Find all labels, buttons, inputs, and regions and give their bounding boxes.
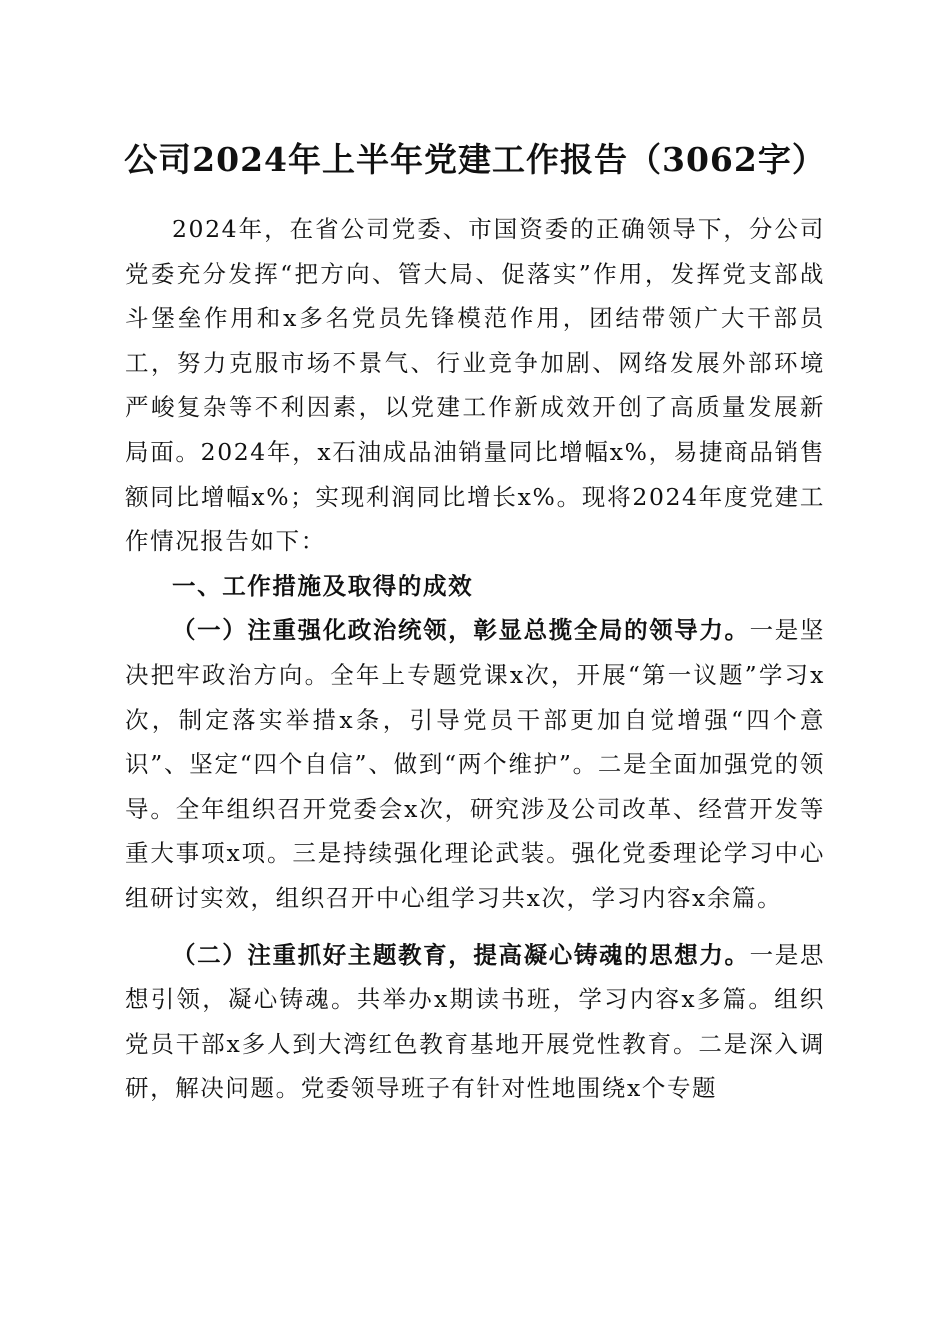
- document-body: [125, 207, 825, 1111]
- item-heading-1: （一）注重强化政治统领，彰显总揽全局的领导力。: [172, 616, 750, 645]
- document-title: 公司2024年上半年党建工作报告（3062字）: [124, 140, 826, 179]
- item-paragraph-2: [125, 933, 825, 1111]
- section-heading: 一、工作措施及取得的成效: [172, 571, 474, 600]
- intro-paragraph: 2024年，在省公司党委、市国资委的正确领导下，分公司党委充分发挥“把方向、管大局、促落实”作用，发挥党支部战斗堡垒作用和x多名党员先锋模范作用，团结带领广大干部员工，努力克服市场不景气、行业竞争加剧、网络发展外部环境严峻复杂等不利因素，以党建工作新成效开创了高质量发展新局面。2024年，x石油成品油销量同比增幅x%，易捷商品销售额同比增幅x%；实现利润同比增长x%。现将2024年度党建工作情况报告如下：: [125, 215, 825, 556]
- item-heading-2: （二）注重抓好主题教育，提高凝心铸魂的思想力。: [172, 940, 750, 969]
- item-body-2: 一是思想引领，凝心铸魂。共举办x期读书班，学习内容x多篇。组织党员干部x多人到大湾红色教育基地开展党性教育。二是深入调研，解决问题。党委领导班子有针对性地围绕x个专题: [125, 940, 825, 1103]
- item-paragraph-1: [125, 608, 825, 920]
- item-body-1: 一是坚决把牢政治方向。全年上专题党课x次，开展“第一议题”学习x次，制定落实举措x条，引导党员干部更加自觉增强“四个意识”、坚定“四个自信”、做到“两个维护”。二是全面加强党的领导。全年组织召开党委会x次，研究涉及公司改革、经营开发等重大事项x项。三是持续强化理论武装。强化党委理论学习中心组研讨实效，组织召开中心组学习共x次，学习内容x余篇。: [125, 616, 825, 912]
